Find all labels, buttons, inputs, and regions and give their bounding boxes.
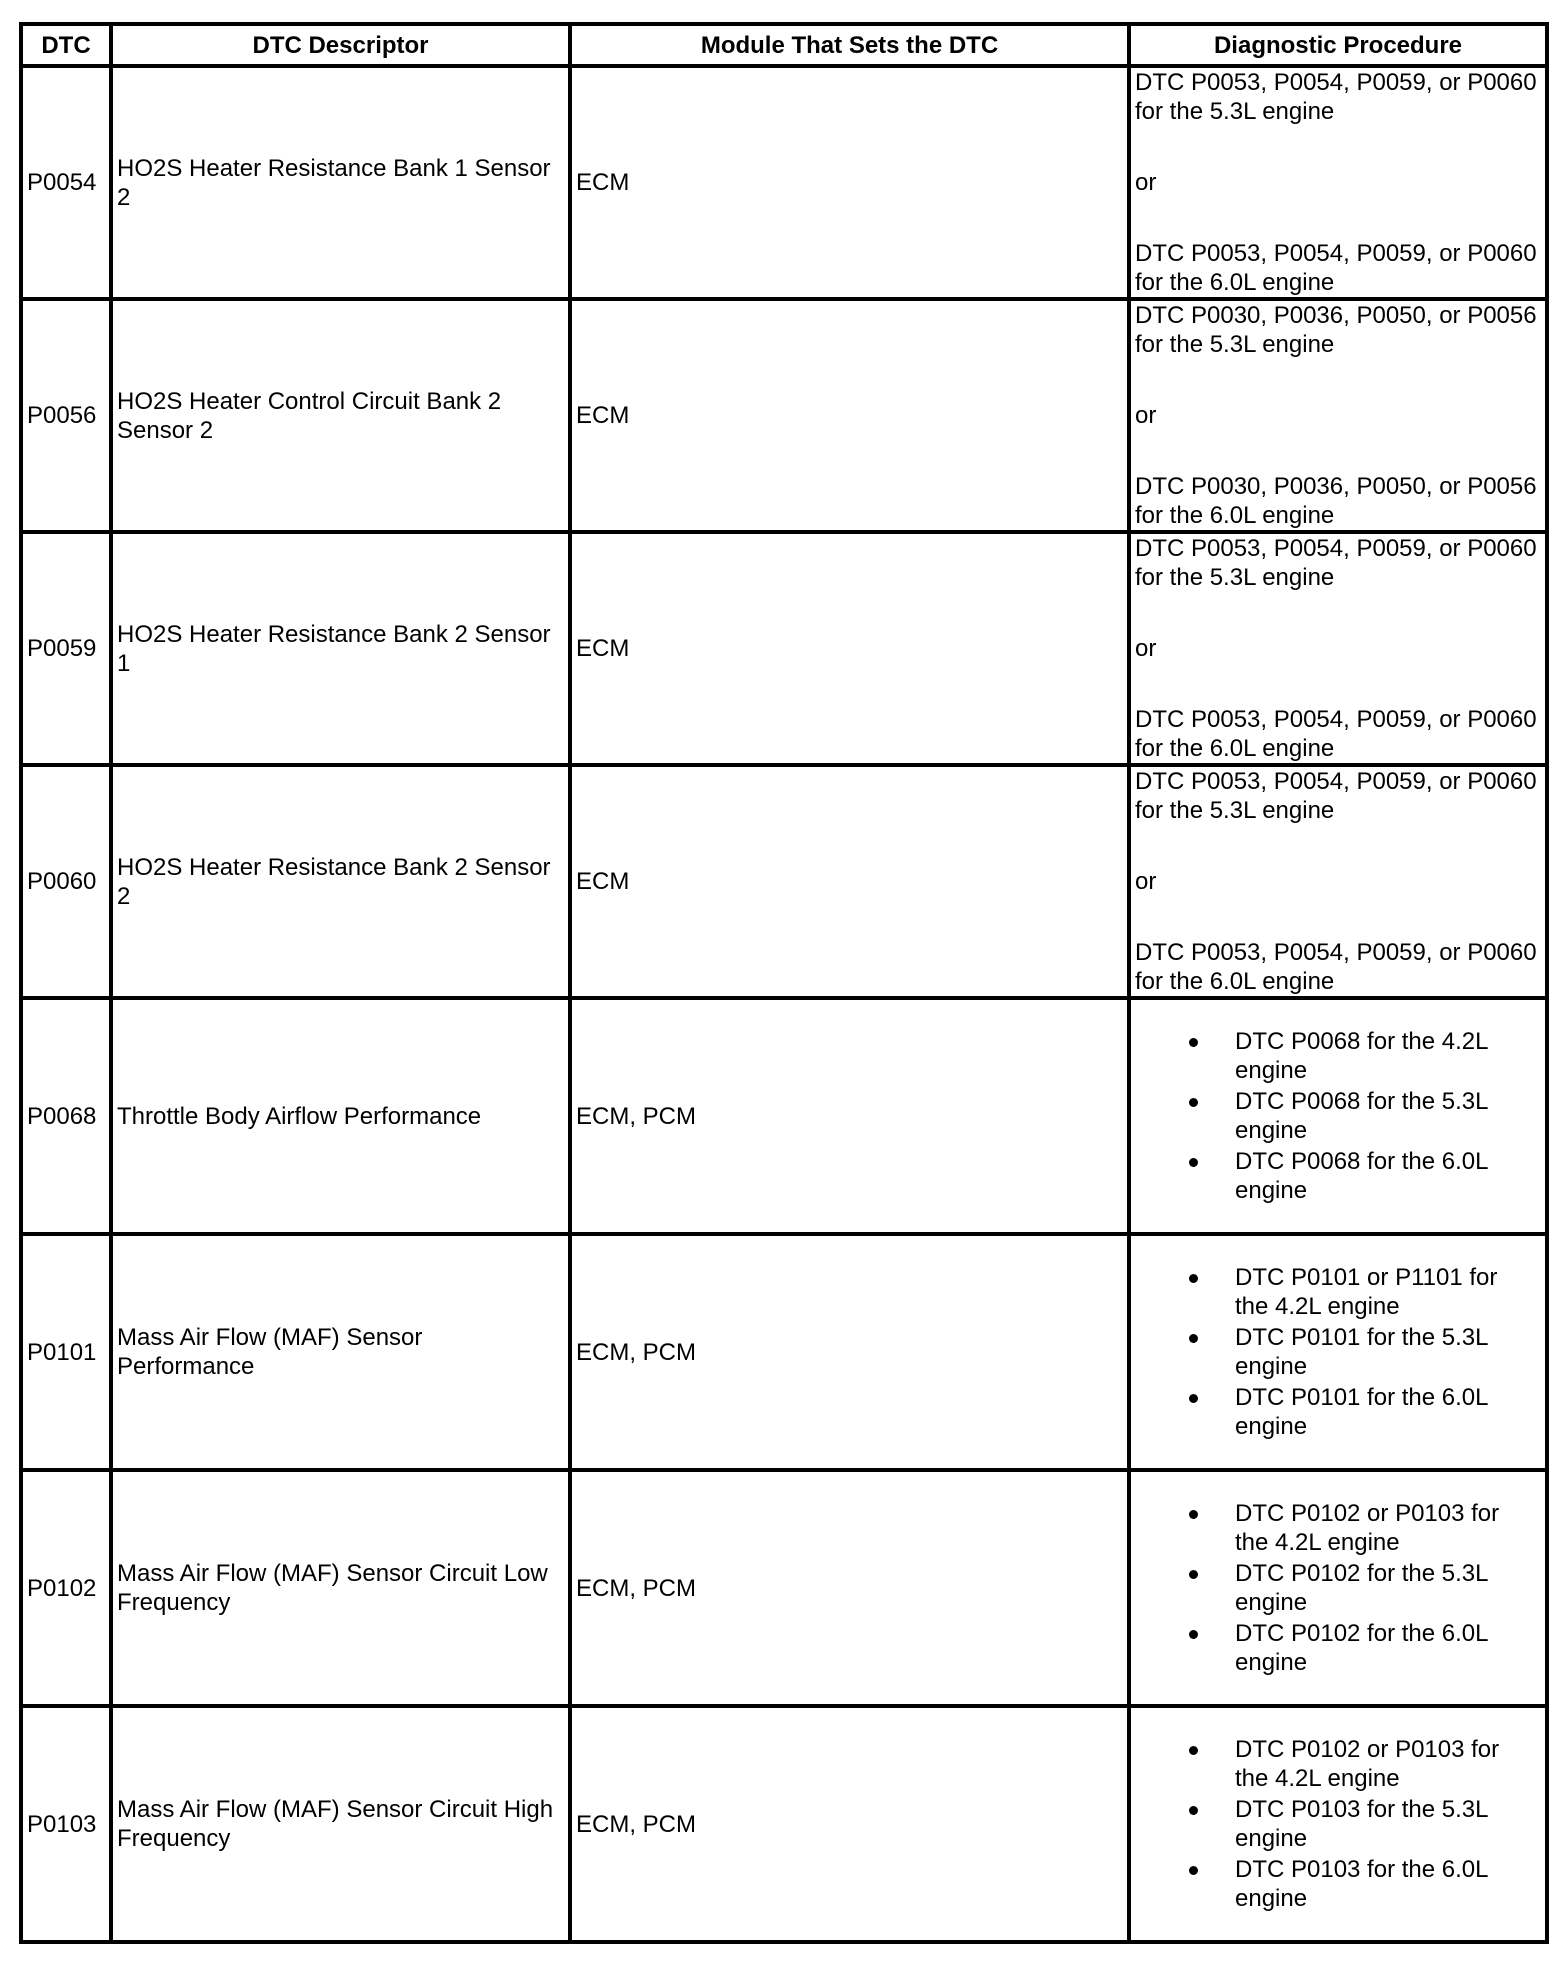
list-item[interactable] <box>1135 1027 1541 1085</box>
procedure-list <box>1135 1027 1541 1205</box>
table-row <box>21 532 1547 765</box>
dtc-descriptor: Mass Air Flow (MAF) Sensor Circuit High Frequency <box>111 1706 570 1942</box>
procedure-link[interactable]: DTC P0101 for the 6.0L engine <box>1235 1384 1488 1440</box>
procedure-link[interactable]: DTC P0068 for the 5.3L engine <box>1235 1088 1488 1144</box>
bullet-icon <box>1189 1158 1198 1167</box>
dtc-module: ECM <box>570 299 1129 532</box>
procedure-link-6-0l[interactable]: DTC P0030, P0036, P0050, or P0056 for the 6.0L engine <box>1135 473 1537 529</box>
bullet-icon <box>1189 1274 1198 1283</box>
list-item[interactable] <box>1135 1323 1541 1381</box>
table-body <box>21 66 1547 1942</box>
list-item[interactable] <box>1135 1619 1541 1677</box>
diagnostic-procedure <box>1129 66 1547 299</box>
procedure-link[interactable]: DTC P0103 for the 6.0L engine <box>1235 1856 1488 1912</box>
dtc-descriptor: HO2S Heater Resistance Bank 2 Sensor 1 <box>111 532 570 765</box>
table-row <box>21 299 1547 532</box>
procedure-or: or <box>1135 402 1157 429</box>
diagnostic-procedure <box>1129 998 1547 1234</box>
procedure-link[interactable]: DTC P0068 for the 4.2L engine <box>1235 1028 1488 1084</box>
list-item[interactable] <box>1135 1087 1541 1145</box>
list-item[interactable] <box>1135 1263 1541 1321</box>
bullet-icon <box>1189 1394 1198 1403</box>
dtc-module: ECM, PCM <box>570 998 1129 1234</box>
table-row <box>21 1706 1547 1942</box>
bullet-icon <box>1189 1630 1198 1639</box>
dtc-module: ECM, PCM <box>570 1706 1129 1942</box>
procedure-link-5-3l[interactable]: DTC P0030, P0036, P0050, or P0056 for the 5.3L engine <box>1135 302 1537 358</box>
list-item[interactable] <box>1135 1795 1541 1853</box>
procedure-list <box>1135 1499 1541 1677</box>
header-row <box>21 24 1547 66</box>
bullet-icon <box>1189 1510 1198 1519</box>
procedure-link[interactable]: DTC P0102 for the 5.3L engine <box>1235 1560 1488 1616</box>
table-row <box>21 765 1547 998</box>
dtc-table <box>19 22 1549 1944</box>
dtc-module: ECM, PCM <box>570 1234 1129 1470</box>
diagnostic-procedure <box>1129 532 1547 765</box>
dtc-code: P0102 <box>21 1470 111 1706</box>
dtc-code: P0103 <box>21 1706 111 1942</box>
procedure-list <box>1135 1735 1541 1913</box>
dtc-code: P0060 <box>21 765 111 998</box>
table-row <box>21 1234 1547 1470</box>
procedure-link[interactable]: DTC P0101 for the 5.3L engine <box>1235 1324 1488 1380</box>
dtc-descriptor: Mass Air Flow (MAF) Sensor Performance <box>111 1234 570 1470</box>
list-item[interactable] <box>1135 1855 1541 1913</box>
list-item[interactable] <box>1135 1383 1541 1441</box>
procedure-link-6-0l[interactable]: DTC P0053, P0054, P0059, or P0060 for the 6.0L engine <box>1135 240 1537 296</box>
table-header <box>21 24 1547 66</box>
procedure-list <box>1135 1263 1541 1441</box>
dtc-descriptor: Throttle Body Airflow Performance <box>111 998 570 1234</box>
dtc-code: P0059 <box>21 532 111 765</box>
header-procedure: Diagnostic Procedure <box>1129 24 1547 66</box>
diagnostic-procedure <box>1129 1234 1547 1470</box>
procedure-link[interactable]: DTC P0103 for the 5.3L engine <box>1235 1796 1488 1852</box>
procedure-link-5-3l[interactable]: DTC P0053, P0054, P0059, or P0060 for the 5.3L engine <box>1135 69 1537 125</box>
procedure-or: or <box>1135 635 1157 662</box>
list-item[interactable] <box>1135 1147 1541 1205</box>
bullet-icon <box>1189 1038 1198 1047</box>
procedure-link-5-3l[interactable]: DTC P0053, P0054, P0059, or P0060 for the 5.3L engine <box>1135 768 1537 824</box>
dtc-descriptor: Mass Air Flow (MAF) Sensor Circuit Low Frequency <box>111 1470 570 1706</box>
dtc-code: P0101 <box>21 1234 111 1470</box>
diagnostic-procedure <box>1129 1470 1547 1706</box>
procedure-link[interactable]: DTC P0101 or P1101 for the 4.2L engine <box>1235 1264 1498 1320</box>
dtc-descriptor: HO2S Heater Resistance Bank 1 Sensor 2 <box>111 66 570 299</box>
dtc-code: P0068 <box>21 998 111 1234</box>
dtc-descriptor: HO2S Heater Control Circuit Bank 2 Sensor 2 <box>111 299 570 532</box>
header-dtc: DTC <box>21 24 111 66</box>
dtc-module: ECM <box>570 765 1129 998</box>
procedure-or: or <box>1135 868 1157 895</box>
diagnostic-procedure <box>1129 1706 1547 1942</box>
procedure-link[interactable]: DTC P0102 or P0103 for the 4.2L engine <box>1235 1736 1500 1792</box>
list-item[interactable] <box>1135 1499 1541 1557</box>
header-module: Module That Sets the DTC <box>570 24 1129 66</box>
dtc-module: ECM <box>570 66 1129 299</box>
procedure-link[interactable]: DTC P0102 for the 6.0L engine <box>1235 1620 1488 1676</box>
dtc-code: P0054 <box>21 66 111 299</box>
table-row <box>21 998 1547 1234</box>
dtc-module: ECM <box>570 532 1129 765</box>
bullet-icon <box>1189 1866 1198 1875</box>
bullet-icon <box>1189 1334 1198 1343</box>
dtc-code: P0056 <box>21 299 111 532</box>
list-item[interactable] <box>1135 1735 1541 1793</box>
procedure-link-5-3l[interactable]: DTC P0053, P0054, P0059, or P0060 for the 5.3L engine <box>1135 535 1537 591</box>
procedure-link-6-0l[interactable]: DTC P0053, P0054, P0059, or P0060 for the 6.0L engine <box>1135 706 1537 762</box>
bullet-icon <box>1189 1806 1198 1815</box>
diagnostic-procedure <box>1129 765 1547 998</box>
diagnostic-procedure <box>1129 299 1547 532</box>
procedure-or: or <box>1135 169 1157 196</box>
header-descriptor: DTC Descriptor <box>111 24 570 66</box>
list-item[interactable] <box>1135 1559 1541 1617</box>
procedure-link[interactable]: DTC P0102 or P0103 for the 4.2L engine <box>1235 1500 1500 1556</box>
dtc-descriptor: HO2S Heater Resistance Bank 2 Sensor 2 <box>111 765 570 998</box>
table-row <box>21 1470 1547 1706</box>
bullet-icon <box>1189 1098 1198 1107</box>
dtc-module: ECM, PCM <box>570 1470 1129 1706</box>
procedure-link[interactable]: DTC P0068 for the 6.0L engine <box>1235 1148 1488 1204</box>
procedure-link-6-0l[interactable]: DTC P0053, P0054, P0059, or P0060 for the 6.0L engine <box>1135 939 1537 995</box>
bullet-icon <box>1189 1746 1198 1755</box>
table-row <box>21 66 1547 299</box>
bullet-icon <box>1189 1570 1198 1579</box>
